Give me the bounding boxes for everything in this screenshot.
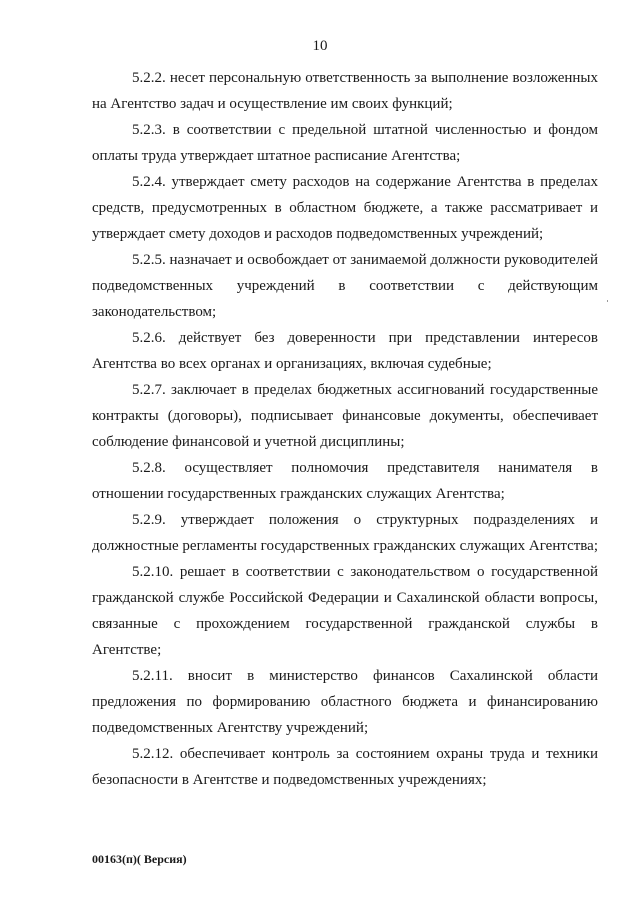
paragraph-5-2-12: 5.2.12. обеспечивает контроль за состоянием охраны труда и техники безопасности в Агентстве и подведомственных учреждениях; [92,746,598,788]
paragraph-5-2-5: 5.2.5. назначает и освобождает от занимаемой должности руководителей подведомственных учреждений в соответствии с действующим законодательством; [92,252,598,320]
document-body [92,65,598,793]
paragraph-5-2-11: 5.2.11. вносит в министерство финансов Сахалинской области предложения по формированию областного бюджета и финансированию подведомственных Агентству учреждений; [92,668,598,736]
paragraph-5-2-7: 5.2.7. заключает в пределах бюджетных ассигнований государственные контракты (договоры), подписывает финансовые документы, обеспечивает соблюдение финансовой и учетной дисциплины; [92,382,598,450]
document-footer-code: 00163(п)( Версия) [92,852,187,866]
page-number: 10 [312,38,328,54]
scan-speck [607,300,608,302]
paragraph-5-2-9: 5.2.9. утверждает положения о структурных подразделениях и должностные регламенты государственных гражданских служащих Агентства; [92,512,599,554]
paragraph-5-2-4: 5.2.4. утверждает смету расходов на содержание Агентства в пределах средств, предусмотренных в областном бюджете, а также рассматривает и утверждает смету доходов и расходов подведомственных учреждений; [92,174,598,242]
paragraph-5-2-3: 5.2.3. в соответствии с предельной штатной численностью и фондом оплаты труда утверждает штатное расписание Агентства; [92,122,598,164]
paragraph-5-2-2: 5.2.2. несет персональную ответственность за выполнение возложенных на Агентство задач и осуществление им своих функций; [92,70,598,112]
paragraph-5-2-6: 5.2.6. действует без доверенности при представлении интересов Агентства во всех органах и организациях, включая судебные; [92,330,598,372]
paragraph-5-2-10: 5.2.10. решает в соответствии с законодательством о государственной гражданской службе Российской Федерации и Сахалинской области вопросы, связанные с прохождением государственной гражданской службы в Агентстве; [92,564,598,658]
paragraph-5-2-8: 5.2.8. осуществляет полномочия представителя нанимателя в отношении государственных гражданских служащих Агентства; [92,460,598,502]
